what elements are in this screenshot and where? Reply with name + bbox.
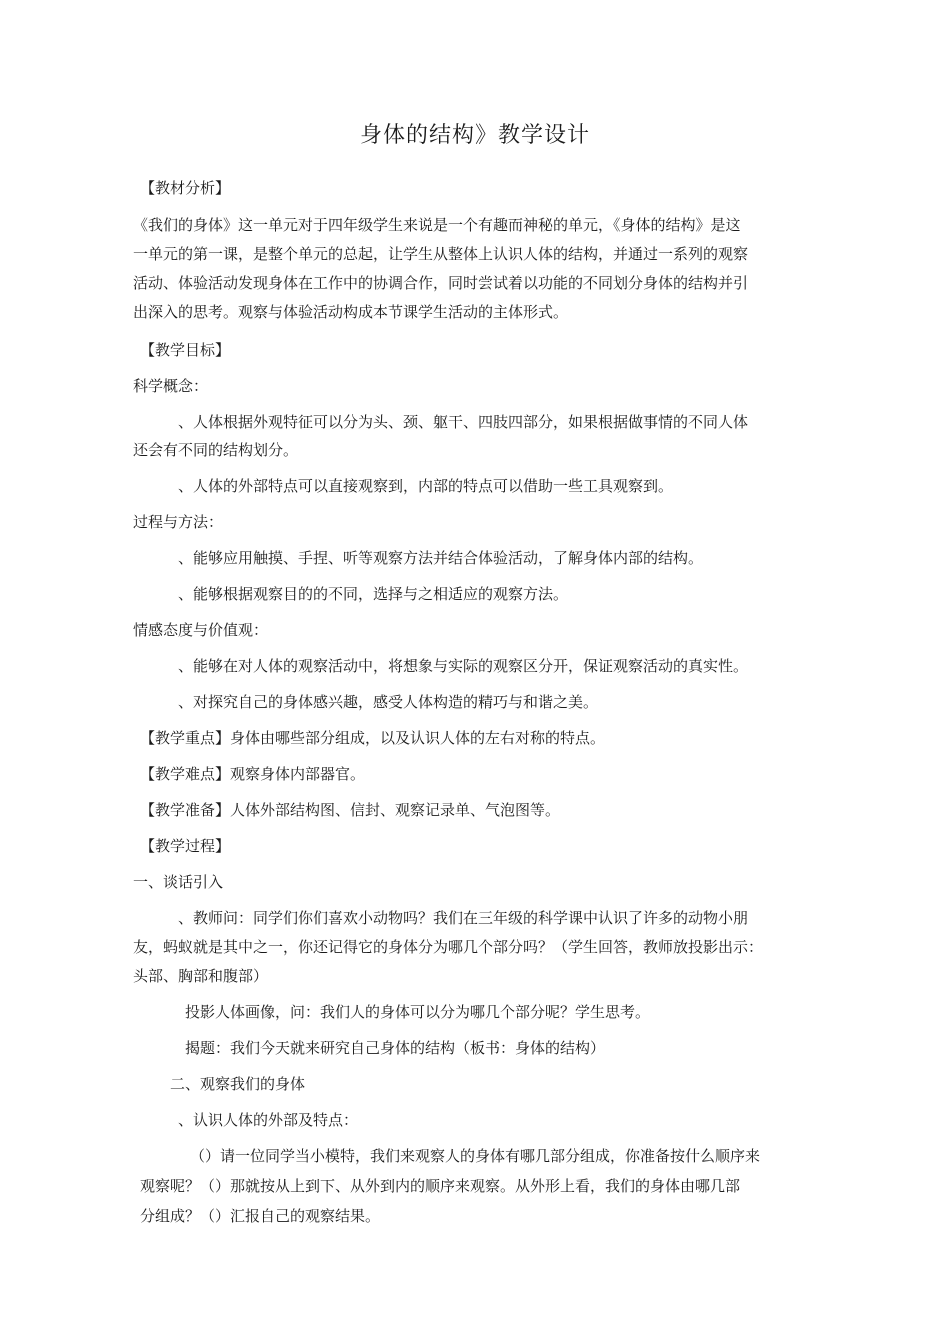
paragraph-line: 观察呢？（）那就按从上到下、从外到内的顺序来观察。从外形上看，我们的身体由哪几部: [140, 1177, 741, 1195]
paragraph-line: 投影人体画像，问：我们人的身体可以分为哪几个部分呢？学生思考。: [185, 1003, 651, 1021]
list-item: 、人体根据外观特征可以分为头、颈、躯干、四肢四部分，如果根据做事情的不同人体: [178, 413, 749, 431]
document-title: 身体的结构》教学设计: [359, 123, 590, 148]
subheading-science-concepts: 科学概念：: [133, 377, 209, 395]
paragraph-line: 还会有不同的结构划分。: [133, 441, 299, 459]
section-heading-observe: 二、观察我们的身体: [170, 1075, 306, 1093]
heading-teaching-goals: 【教学目标】: [140, 341, 231, 359]
subheading-process-methods: 过程与方法：: [133, 513, 224, 531]
paragraph-line: 分组成？（）汇报自己的观察结果。: [140, 1207, 381, 1225]
paragraph-line: 活动、体验活动发现身体在工作中的协调合作，同时尝试着以功能的不同划分身体的结构并引: [133, 274, 749, 292]
list-item: 、教师问：同学们你们喜欢小动物吗？我们在三年级的科学课中认识了许多的动物小朋: [178, 909, 749, 927]
list-item: 、认识人体的外部及特点：: [178, 1111, 359, 1129]
list-item: 、人体的外部特点可以直接观察到，内部的特点可以借助一些工具观察到。: [178, 477, 674, 495]
paragraph-line: 出深入的思考。观察与体验活动构成本节课学生活动的主体形式。: [133, 303, 569, 321]
list-item: 、对探究自己的身体感兴趣，感受人体构造的精巧与和谐之美。: [178, 693, 599, 711]
teaching-difficulty: 【教学难点】观察身体内部器官。: [140, 765, 366, 783]
teaching-preparation: 【教学准备】人体外部结构图、信封、观察记录单、气泡图等。: [140, 801, 561, 819]
list-item: 、能够在对人体的观察活动中，将想象与实际的观察区分开，保证观察活动的真实性。: [178, 657, 749, 675]
paragraph-line: 《我们的身体》这一单元对于四年级学生来说是一个有趣而神秘的单元，《身体的结构》是这: [133, 216, 741, 234]
list-item: 、能够根据观察目的的不同，选择与之相适应的观察方法。: [178, 585, 569, 603]
paragraph-line: 友，蚂蚁就是其中之一，你还记得它的身体分为哪几个部分吗？（学生回答，教师放投影出示：: [133, 938, 764, 956]
heading-teaching-process: 【教学过程】: [140, 837, 231, 855]
paragraph-line: （）请一位同学当小模特，我们来观察人的身体有哪几部分组成，你准备按什么顺序来: [190, 1147, 761, 1165]
heading-textbook-analysis: 【教材分析】: [140, 179, 231, 197]
paragraph-line: 头部、胸部和腹部）: [133, 967, 269, 985]
paragraph-line: 揭题：我们今天就来研究自己身体的结构（板书：身体的结构）: [185, 1039, 606, 1057]
teaching-focus: 【教学重点】身体由哪些部分组成，以及认识人体的左右对称的特点。: [140, 729, 606, 747]
subheading-attitudes-values: 情感态度与价值观：: [133, 621, 269, 639]
list-item: 、能够应用触摸、手捏、听等观察方法并结合体验活动，了解身体内部的结构。: [178, 549, 704, 567]
paragraph-line: 一单元的第一课，是整个单元的总起，让学生从整体上认识人体的结构，并通过一系列的观察: [133, 245, 749, 263]
section-heading-intro: 一、谈话引入: [133, 873, 224, 891]
